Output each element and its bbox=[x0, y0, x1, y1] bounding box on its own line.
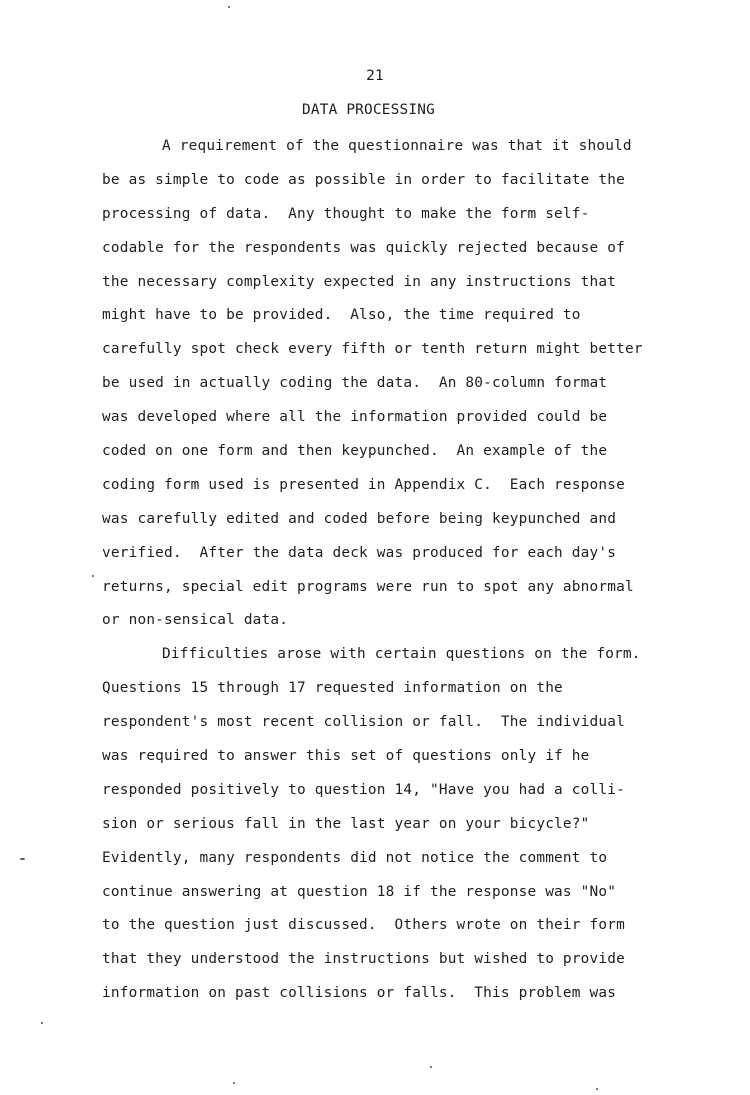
paragraph-1-line: verified. After the data deck was produced for each day's bbox=[102, 544, 617, 561]
paragraph-2-line: Evidently, many respondents did not notice the comment to bbox=[102, 849, 608, 866]
scan-speck bbox=[430, 1066, 432, 1068]
paragraph-1-line: carefully spot check every fifth or tenth return might better bbox=[102, 341, 643, 358]
page-number: 21 bbox=[366, 68, 384, 84]
paragraph-2-line: information on past collisions or falls. This problem was bbox=[102, 985, 617, 1002]
scan-speck bbox=[596, 1088, 598, 1090]
paragraph-1-line: A requirement of the questionnaire was that it should bbox=[162, 138, 632, 154]
paragraph-2-line: Difficulties arose with certain questions on the form. bbox=[162, 646, 641, 663]
paragraph-1-line: be as simple to code as possible in order to facilitate the bbox=[102, 171, 625, 188]
paragraph-1-line: coded on one form and then keypunched. An example of the bbox=[102, 443, 608, 460]
scan-speck bbox=[92, 575, 94, 577]
scan-speck bbox=[41, 1022, 43, 1024]
paragraph-1-line: returns, special edit programs were run to spot any abnormal bbox=[102, 578, 634, 595]
paragraph-2-line: respondent's most recent collision or fall. The individual bbox=[102, 714, 625, 731]
section-heading: DATA PROCESSING bbox=[302, 102, 435, 118]
scan-speck bbox=[233, 1082, 235, 1084]
body-text bbox=[102, 130, 742, 1011]
scan-speck bbox=[20, 858, 25, 860]
paragraph-1-line: coding form used is presented in Appendix C. Each response bbox=[102, 476, 625, 493]
paragraph-1-line: was developed where all the information provided could be bbox=[102, 409, 608, 426]
paragraph-2-line: was required to answer this set of questions only if he bbox=[102, 748, 590, 765]
paragraph-1-line: or non-sensical data. bbox=[102, 612, 289, 629]
paragraph-1-line: be used in actually coding the data. An 80-column format bbox=[102, 375, 608, 392]
paragraph-1-line: was carefully edited and coded before being keypunched and bbox=[102, 510, 617, 527]
paragraph-1-line: the necessary complexity expected in any instructions that bbox=[102, 273, 617, 290]
paragraph-2-line: responded positively to question 14, "Have you had a colli- bbox=[102, 781, 625, 798]
paragraph-2-line: to the question just discussed. Others wrote on their form bbox=[102, 917, 625, 934]
paragraph-2-line: sion or serious fall in the last year on your bicycle?" bbox=[102, 815, 590, 832]
paragraph-1-line: processing of data. Any thought to make the form self- bbox=[102, 205, 590, 222]
paragraph-1-line: codable for the respondents was quickly rejected because of bbox=[102, 239, 625, 256]
paragraph-2-line: continue answering at question 18 if the response was "No" bbox=[102, 883, 617, 900]
paragraph-1-line: might have to be provided. Also, the time required to bbox=[102, 307, 581, 324]
scan-speck bbox=[228, 6, 230, 8]
paragraph-2-line: that they understood the instructions but wished to provide bbox=[102, 951, 625, 968]
paragraph-2-line: Questions 15 through 17 requested information on the bbox=[102, 680, 563, 697]
